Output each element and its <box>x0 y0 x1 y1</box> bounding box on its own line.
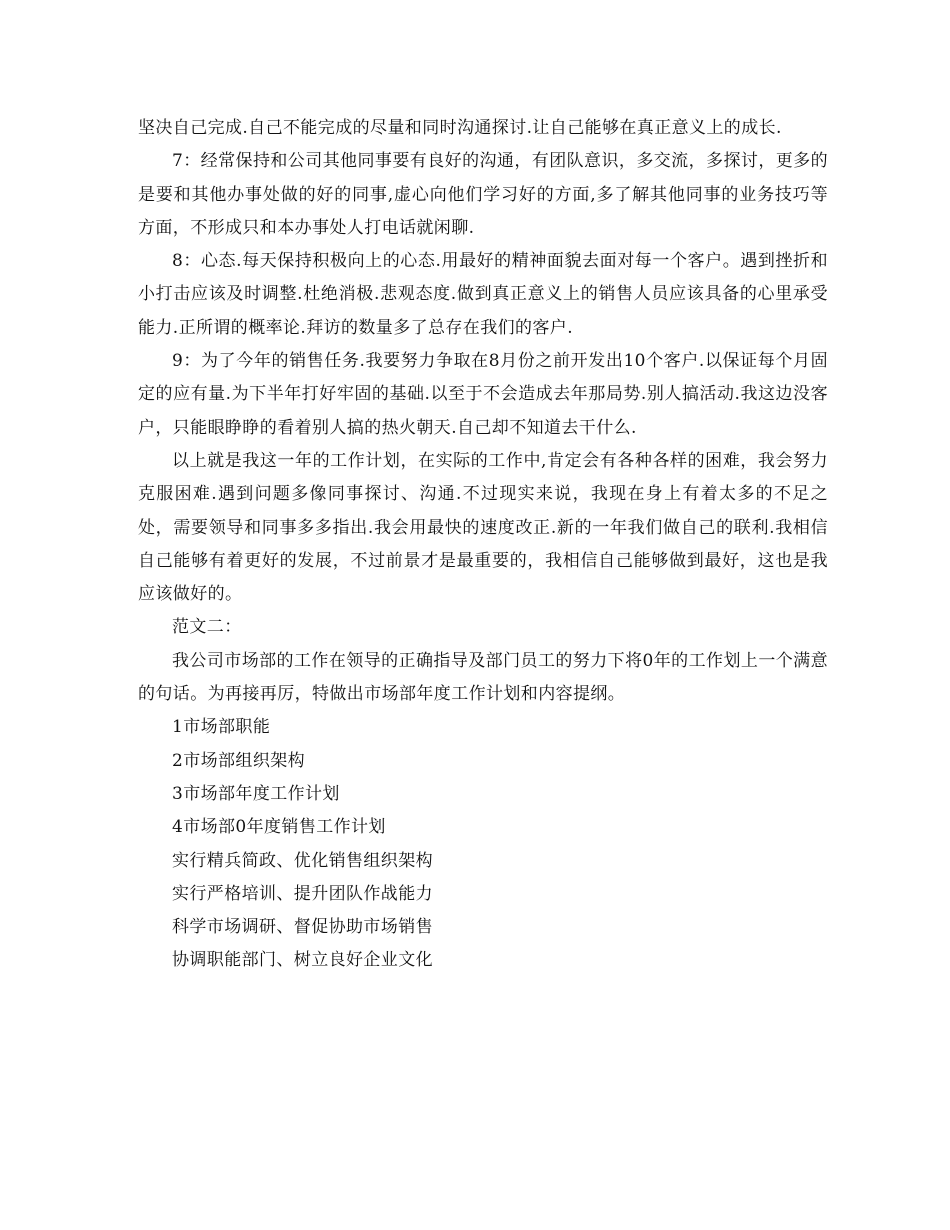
paragraph-continuation: 坚决自己完成.自己不能完成的尽量和同时沟通探讨.让自己能够在真正意义上的成长. <box>138 118 782 138</box>
paragraph-item-8: 8：心态.每天保持积极向上的心态.用最好的精神面貌去面对每一个客户。遇到挫折和小打击应该及时调整.杜绝消极.悲观态度.做到真正意义上的销售人员应该具备的心里承受能力.正所谓的概率论.拜访的数量多了总存在我们的客户. <box>138 251 828 338</box>
paragraph-intro: 我公司市场部的工作在领导的正确指导及部门员工的努力下将0年的工作划上一个满意的句话。为再接再厉，特做出市场部年度工作计划和内容提纲。 <box>138 650 828 705</box>
paragraph-item-9: 9：为了今年的销售任务.我要努力争取在8月份之前开发出10个客户.以保证每个月固定的应有量.为下半年打好牢固的基础.以至于不会造成去年那局势.别人搞活动.我这边没客户，只能眼睁睁的看着别人搞的热火朝天.自己却不知道去干什么. <box>138 351 828 438</box>
paragraph-summary: 以上就是我这一年的工作计划，在实际的工作中,肯定会有各种各样的困难，我会努力克服困难.遇到问题多像同事探讨、沟通.不过现实来说，我现在身上有着太多的不足之处，需要领导和同事多多指出.我会用最快的速度改正.新的一年我们做自己的联利.我相信自己能够有着更好的发展，不过前景才是最重要的，我相信自己能够做到最好，这也是我应该做好的。 <box>138 450 828 605</box>
section-heading-sample-two: 范文二： <box>172 617 242 638</box>
outline-subitem-3: 科学市场调研、督促协助市场销售 <box>172 917 433 938</box>
outline-item-3: 3市场部年度工作计划 <box>172 783 340 804</box>
outline-subitem-1: 实行精兵简政、优化销售组织架构 <box>172 850 433 871</box>
outline-subitem-2: 实行严格培训、提升团队作战能力 <box>172 883 433 904</box>
paragraph-item-7: 7：经常保持和公司其他同事要有良好的沟通，有团队意识，多交流，多探讨，更多的是要和其他办事处做的好的同事,虚心向他们学习好的方面,多了解其他同事的业务技巧等方面，不形成只和本办事处人打电话就闲聊. <box>138 151 828 238</box>
outline-item-4: 4市场部0年度销售工作计划 <box>172 817 386 838</box>
outline-item-2: 2市场部组织架构 <box>172 750 306 771</box>
outline-subitem-4: 协调职能部门、树立良好企业文化 <box>172 950 433 971</box>
outline-item-1: 1市场部职能 <box>172 717 271 738</box>
document-body <box>138 112 828 978</box>
